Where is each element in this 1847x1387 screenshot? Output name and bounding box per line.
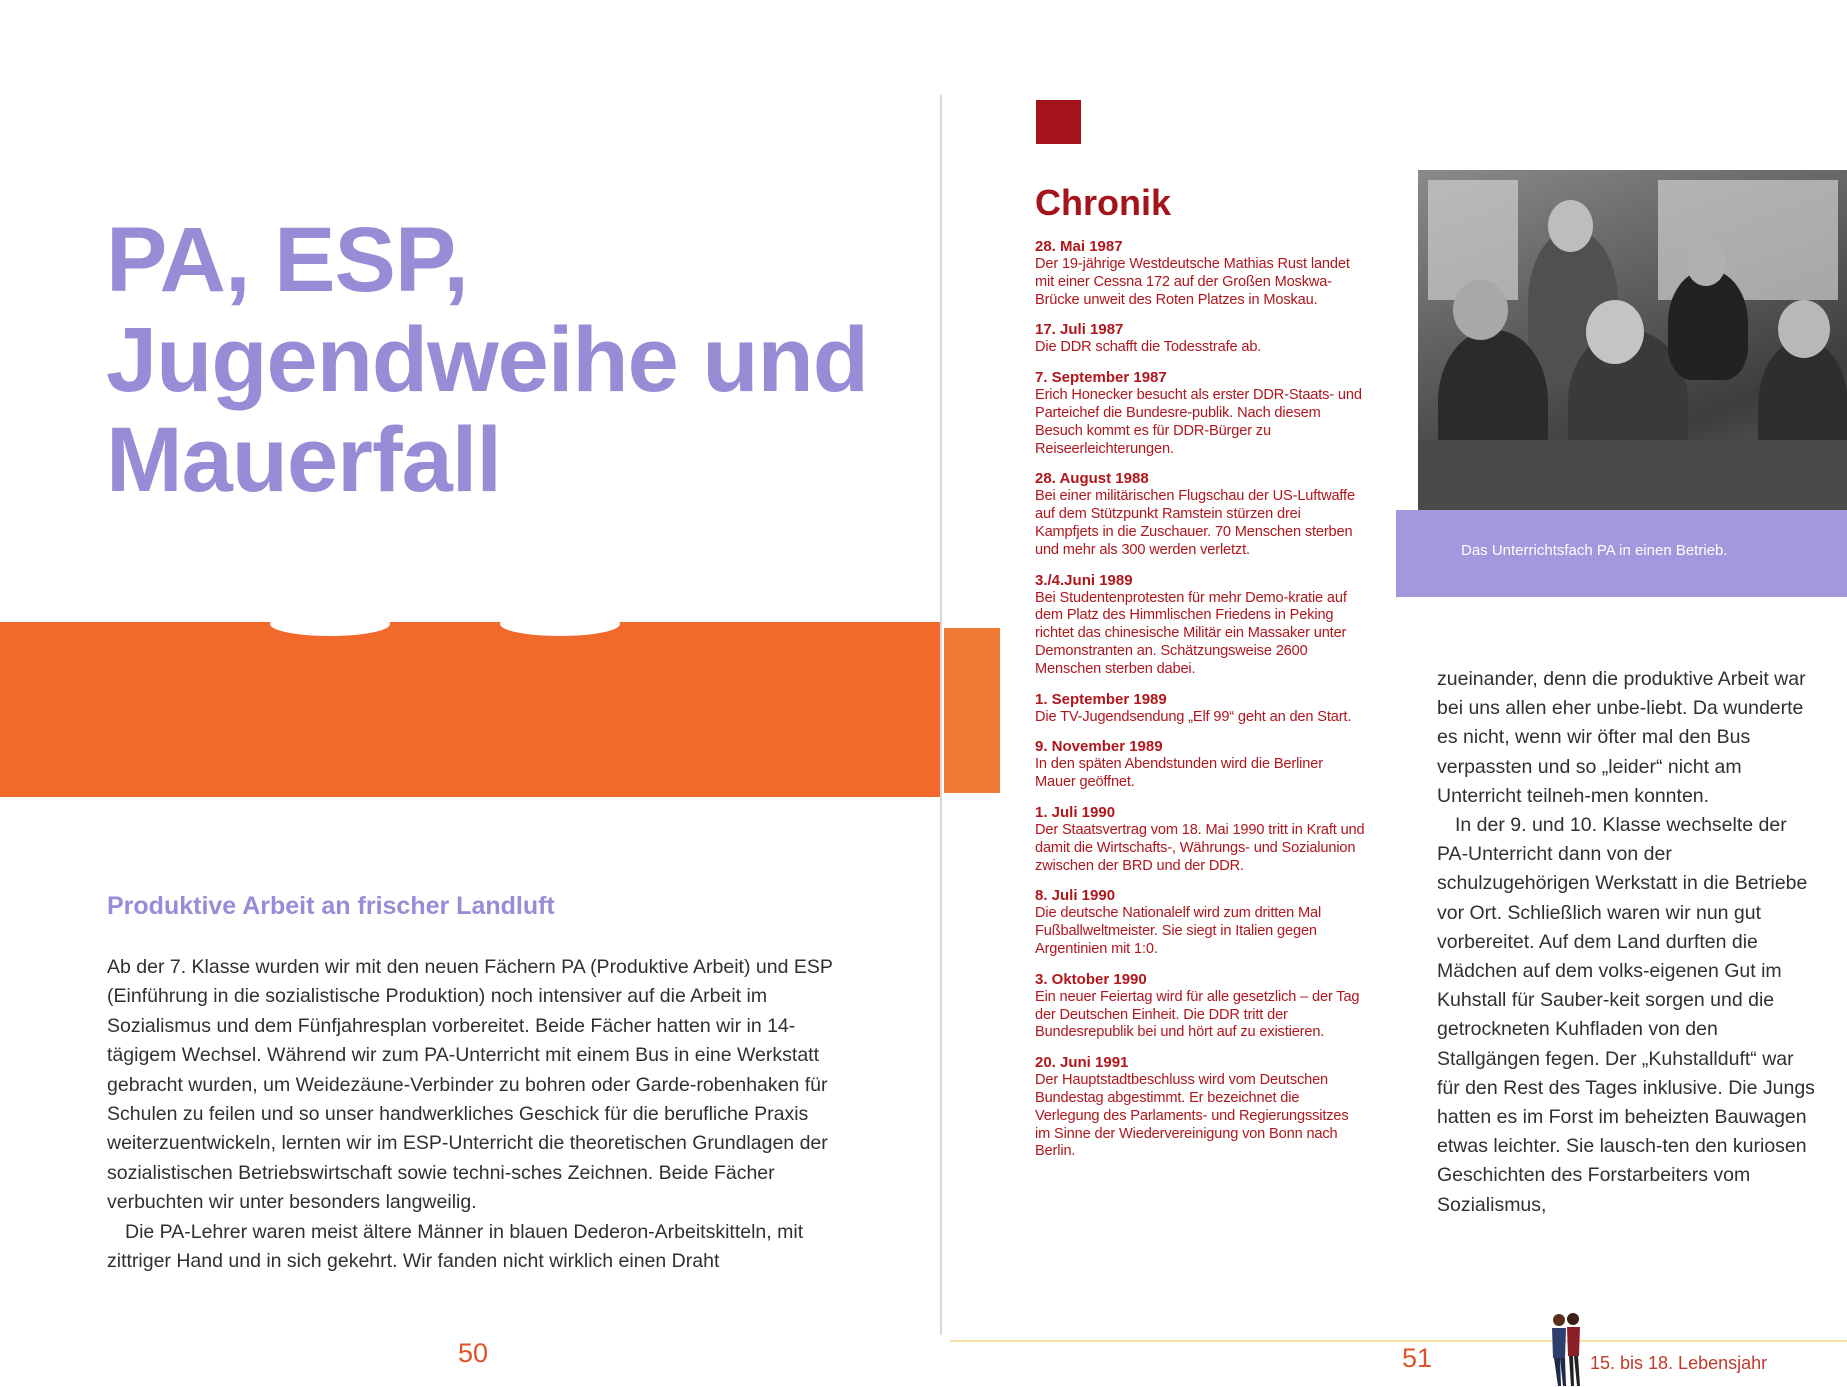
entry-date: 3. Oktober 1990 <box>1035 970 1147 988</box>
red-square-marker <box>1036 100 1081 144</box>
photo-figure <box>1668 270 1748 380</box>
page-number-left: 50 <box>458 1338 489 1368</box>
photo-figure-head <box>1548 200 1593 252</box>
entry-date: 28. August 1988 <box>1035 470 1149 488</box>
entry-text: Bei Studentenprotesten für mehr Demo-kratie auf dem Platz des Himmlischen Friedens in Peking richtet das chinesische Militär ein Massaker unter Demonstranten an. Schätzungsweise 2600 Menschen sterben dabei. <box>1035 589 1347 677</box>
entry-date: 17. Juli 1987 <box>1035 321 1124 339</box>
photo-figure-head <box>1686 240 1726 286</box>
chapter-title <box>106 210 926 510</box>
chronik-entry <box>1035 738 1365 792</box>
walking-couple-icon <box>1546 1310 1586 1387</box>
entry-date: 3./4.Juni 1989 <box>1035 571 1133 589</box>
paragraph: In der 9. und 10. Klasse wechselte der PA-Unterricht dann von der schulzugehörigen Werkstatt in die Betriebe vor Ort. Schließlich waren wir nun gut vorbereitet. Auf dem Land durften die Mädchen auf dem volks-eigenen Gut im Kuhstall für Sauber-keit sorgen und die getrockneten Kuhfladen von den Stallgängen fegen. Der „Kuhstallduft“ war für den Rest des Tages inklusive. Die Jungs hatten es im Forst im beheizten Bauwagen etwas leichter. Sie lausch-ten den kuriosen Geschichten des Forstarbeiters vom Sozialismus, <box>1437 814 1815 1216</box>
entry-date: 7. September 1987 <box>1035 369 1167 387</box>
entry-date: 1. Juli 1990 <box>1035 803 1116 821</box>
chronik-entry <box>1035 1054 1365 1161</box>
entry-text: Die TV-Jugendsendung „Elf 99“ geht an den Start. <box>1035 708 1352 725</box>
footer-rule <box>950 1340 1847 1342</box>
entry-text: Der 19-jährige Westdeutsche Mathias Rust landet mit einer Cessna 172 auf der Großen Moskwa-Brücke unweit des Roten Platzes in Moskau. <box>1035 256 1350 308</box>
entry-text: Der Hauptstadtbeschluss wird vom Deutschen Bundestag abgestimmt. Er bezeichnet die Verlegung des Parlaments- und Regierungssitzes im Sinne der Wiedervereinigung von Bonn nach Berlin. <box>1035 1072 1349 1160</box>
chapter-title-line-3: Mauerfall <box>106 409 501 511</box>
chronik-entry <box>1035 238 1365 309</box>
entry-date: 8. Juli 1990 <box>1035 887 1116 905</box>
chronik-entry <box>1035 572 1365 679</box>
chronik-entry <box>1035 887 1365 958</box>
entry-date: 9. November 1989 <box>1035 738 1163 756</box>
right-body-text <box>1437 665 1817 1220</box>
book-spine <box>940 95 942 1335</box>
chapter-title-line-2: Jugendweihe und <box>106 309 868 411</box>
orange-band-continuation <box>944 628 1000 793</box>
orange-decorative-band <box>0 622 942 797</box>
entry-text: Der Staatsvertrag vom 18. Mai 1990 tritt in Kraft und damit die Wirtschafts-, Währungs- und Sozialunion zwischen der BRD und der DDR. <box>1035 821 1365 874</box>
chronik-entry <box>1035 321 1365 357</box>
chronik-entry <box>1035 971 1365 1042</box>
entry-text: Ein neuer Feiertag wird für alle gesetzlich – der Tag der Deutschen Einheit. Die DDR tritt der Bundesrepublik bei und hört auf zu existieren. <box>1035 988 1360 1041</box>
classroom-photo <box>1418 170 1847 515</box>
entry-text: Erich Honecker besucht als erster DDR-Staats- und Parteichef die Bundesre-publik. Nach diesem Besuch kommt es für DDR-Bürger zu Reiseerleichterungen. <box>1035 387 1362 457</box>
chronik-entry <box>1035 470 1365 559</box>
age-range-label: 15. bis 18. Lebensjahr <box>1590 1353 1768 1373</box>
chronik-entry <box>1035 369 1365 458</box>
paragraph: Ab der 7. Klasse wurden wir mit den neuen Fächern PA (Produktive Arbeit) und ESP (Einführung in die sozialistische Produktion) noch intensiver auf die Arbeit im Sozialismus und dem Fünfjahresplan vorbereitet. Beide Fächer hatten wir in 14-tägigem Wechsel. Während wir zum PA-Unterricht mit einem Bus in eine Werkstatt gebracht wurden, um Weidezäune-Verbinder zu bohren oder Garde-robenhaken für Schulen zu feilen und so unser handwerkliches Geschick für die berufliche Praxis weiterzuentwickeln, lernten wir im ESP-Unterricht die theoretischen Grundlagen der sozialistischen Betriebswirtschaft sowie techni-sches Zeichnen. Beide Fächer verbuchten wir unter besonders langweilig. <box>107 956 833 1214</box>
entry-date: 28. Mai 1987 <box>1035 238 1123 255</box>
photo-workbench <box>1418 440 1847 515</box>
entry-date: 20. Juni 1991 <box>1035 1054 1129 1072</box>
photo-figure-head <box>1453 280 1508 340</box>
chronik-title: Chronik <box>1035 182 1172 223</box>
chapter-title-line-1: PA, ESP, <box>106 209 468 311</box>
entry-text: Die DDR schafft die Todesstrafe ab. <box>1035 339 1262 356</box>
photo-figure-head <box>1586 300 1644 364</box>
left-body-text <box>107 953 852 1276</box>
band-notch <box>500 612 620 636</box>
paragraph: zueinander, denn die produktive Arbeit war bei uns allen eher unbe-liebt. Da wunderte es nicht, wenn wir öfter mal den Bus verpassten und so „leider“ nicht am Unterricht teilneh-men konnten. <box>1437 668 1806 807</box>
paragraph: Die PA-Lehrer waren meist ältere Männer in blauen Dederon-Arbeitskitteln, mit zittriger Hand und in sich gekehrt. Wir fanden nicht wirklich einen Draht <box>107 1220 804 1273</box>
band-notch <box>270 612 390 636</box>
chronik-entry <box>1035 691 1365 727</box>
chronik-list <box>1035 238 1365 1173</box>
entry-text: In den späten Abendstunden wird die Berliner Mauer geöffnet. <box>1035 756 1323 791</box>
section-subheading: Produktive Arbeit an frischer Landluft <box>107 892 555 920</box>
entry-date: 1. September 1989 <box>1035 690 1167 708</box>
entry-text: Die deutsche Nationalelf wird zum dritten Mal Fußballweltmeister. Sie siegt in Italien gegen Argentinien mit 1:0. <box>1035 905 1322 957</box>
photo-figure-head <box>1778 300 1830 358</box>
entry-text: Bei einer militärischen Flugschau der US-Luftwaffe auf dem Stützpunkt Ramstein stürzen drei Kampfjets in die Zuschauer. 70 Menschen sterben und mehr als 300 werden verletzt. <box>1035 488 1355 558</box>
chronik-entry <box>1035 804 1365 875</box>
photo-caption: Das Unterrichtsfach PA in einen Betrieb. <box>1461 542 1728 559</box>
page-number-right: 51 <box>1402 1343 1433 1373</box>
